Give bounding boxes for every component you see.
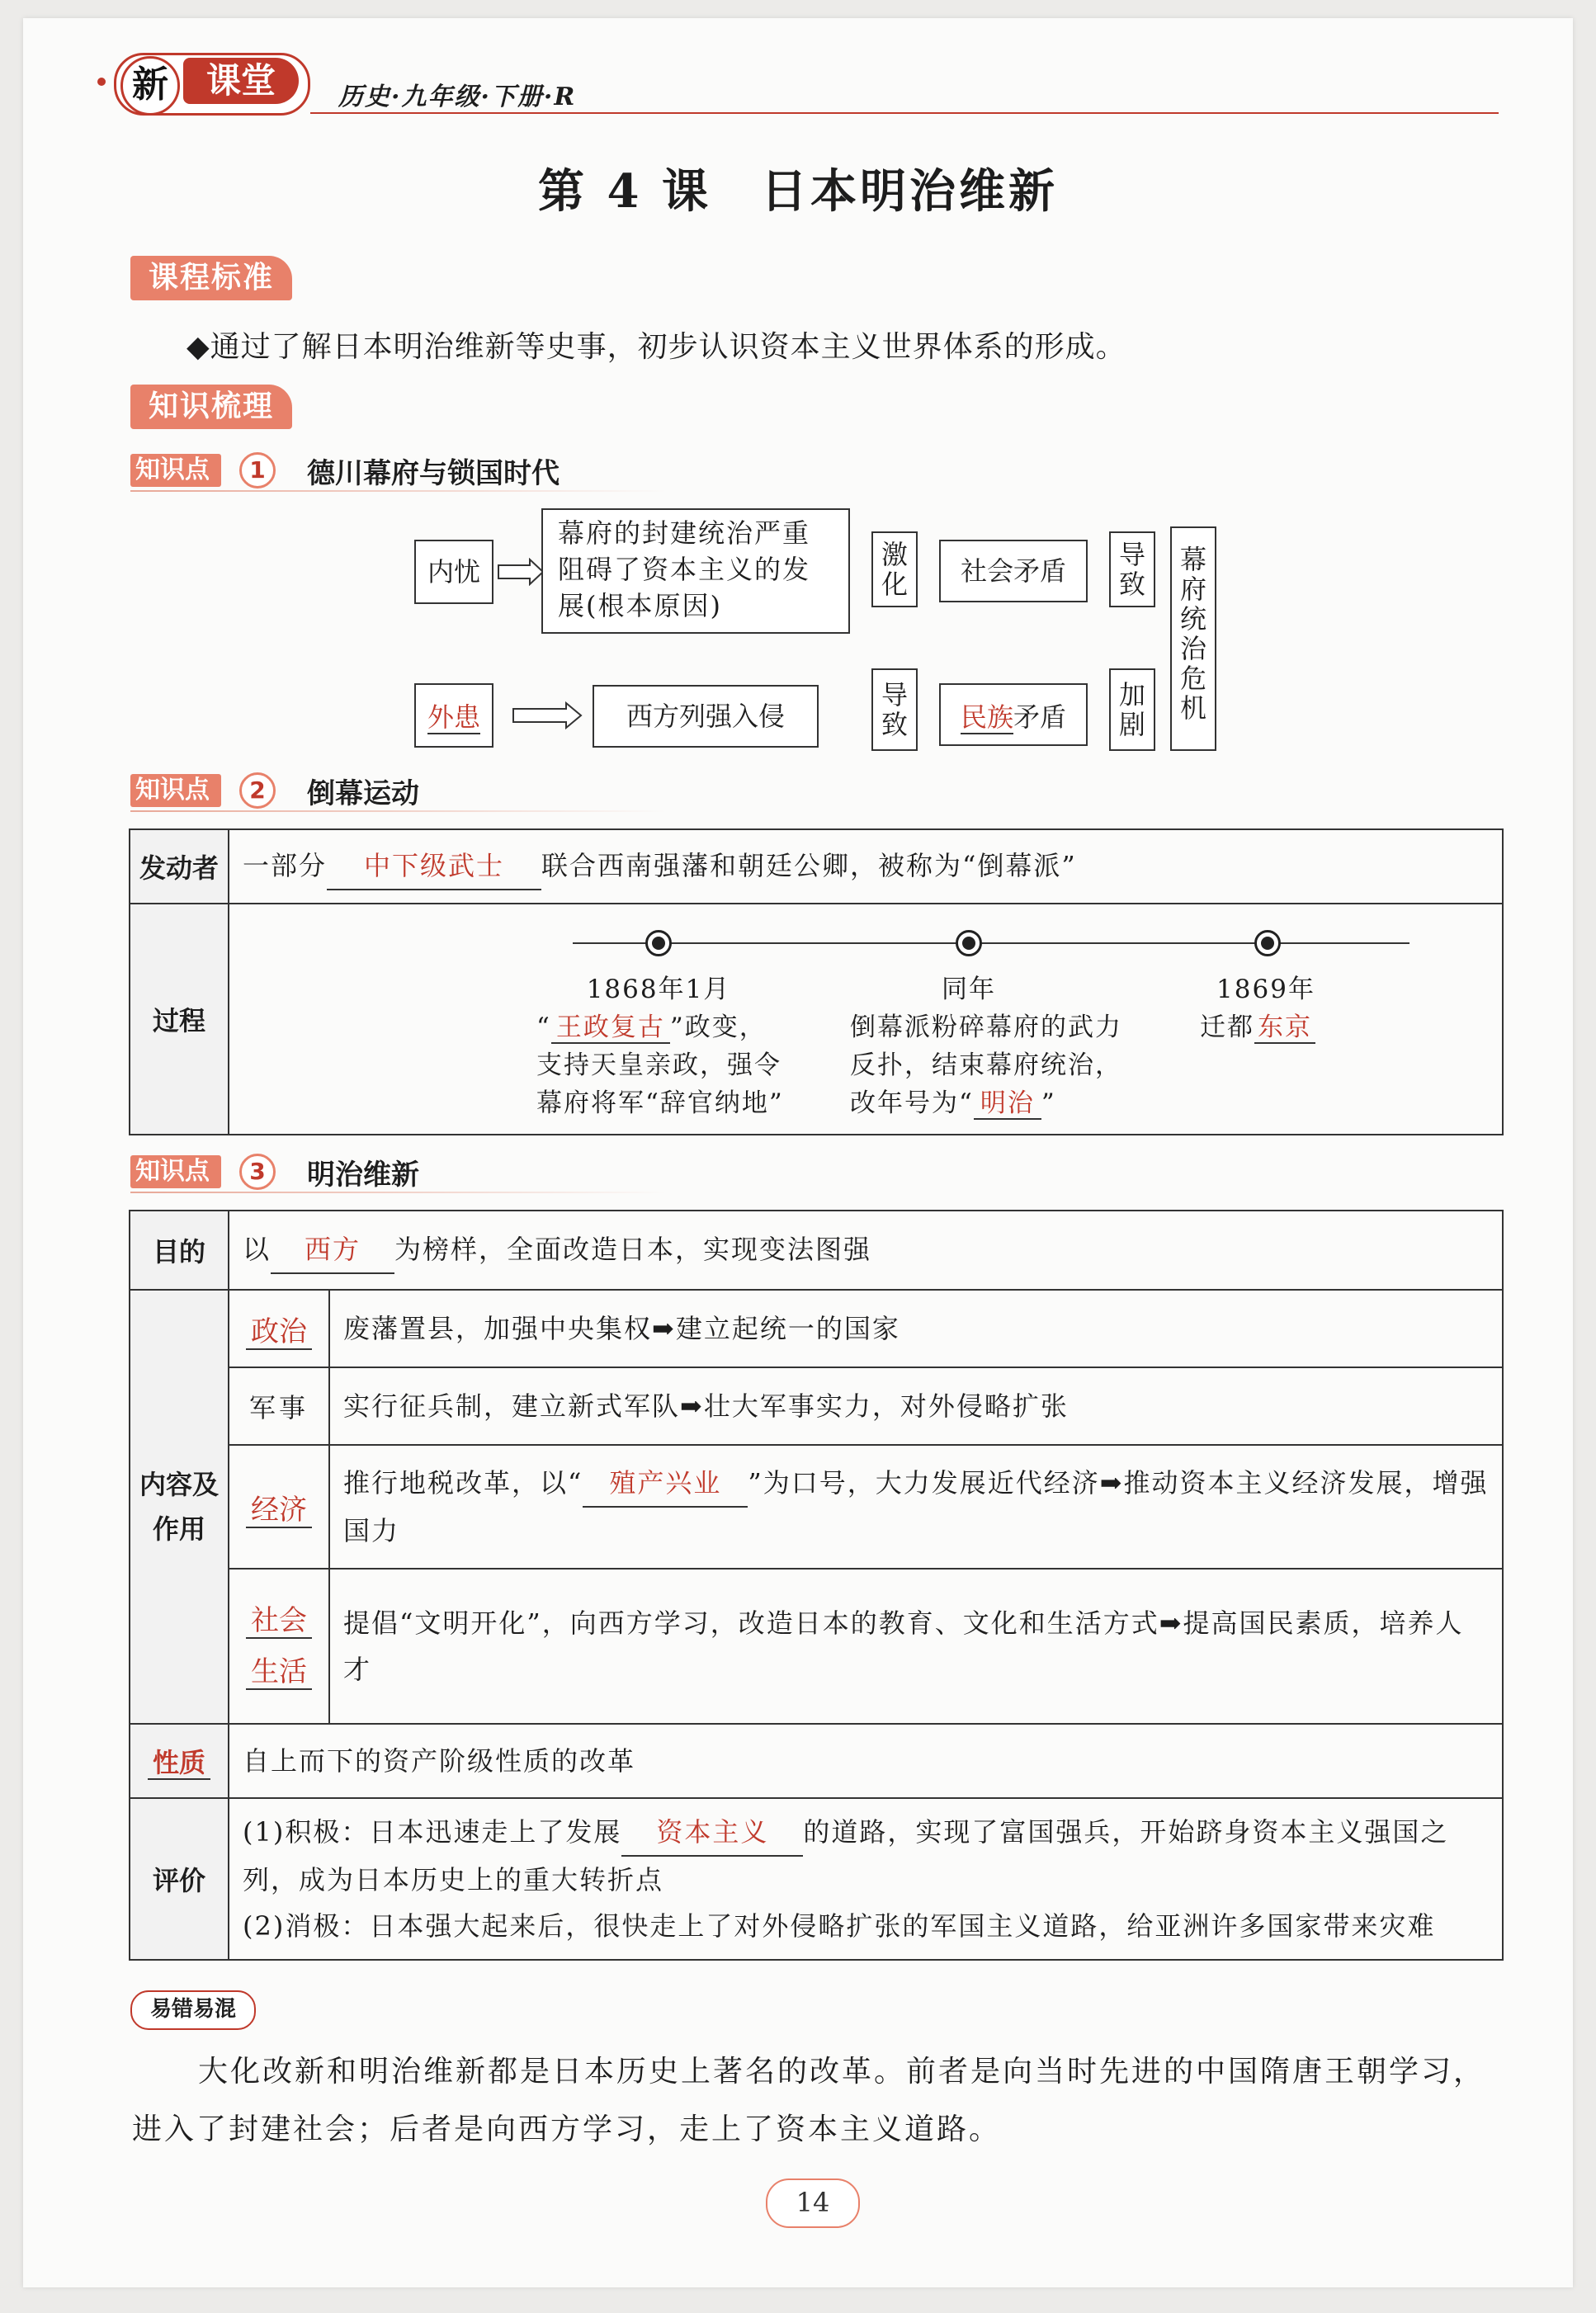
- politics-label: 政治: [246, 1315, 312, 1350]
- eval-negative: (2)消极：日本强大起来后，很快走上了对外侵略扩张的军国主义道路，给亚洲许多国家带来灾难: [243, 1910, 1436, 1942]
- event-1-line-2: 支持天皇亲政，强令: [536, 1050, 781, 1080]
- timeline-dot-2: [956, 930, 982, 956]
- minzu-rest: 矛盾: [1013, 701, 1067, 733]
- logo-xin: 新: [120, 56, 180, 116]
- book-title: 历史·九年级·下册·R: [338, 83, 577, 111]
- kp3-badge: 知识点: [130, 1155, 221, 1188]
- shehui-box: 社会矛盾: [939, 540, 1088, 602]
- timeline-dot-1: [645, 930, 672, 956]
- economy-label-cell: [229, 1445, 329, 1569]
- event-2-post: ”: [1041, 1088, 1056, 1118]
- content-label: [130, 1290, 229, 1724]
- society-label-2: 生活: [246, 1655, 312, 1690]
- eval-positive-post: 的道路，实现了富国强兵，开始跻身资本主义强国之列，成为日本历史上的重大转折点: [243, 1816, 1449, 1895]
- event-3-fill: 东京: [1254, 1013, 1315, 1044]
- military-text: 实行征兵制，建立新式军队➡壮大军事实力，对外侵略扩张: [329, 1367, 1503, 1445]
- kp3-title: 明治维新: [307, 1159, 419, 1192]
- event-1-line-3: 幕府将军“辞官纳地”: [536, 1088, 784, 1118]
- military-label: 军事: [229, 1367, 329, 1445]
- content-label-2: 作用: [152, 1513, 205, 1545]
- timeline-dot-3: [1254, 930, 1281, 956]
- society-label-cell: [229, 1569, 329, 1724]
- kp2-number: 2: [239, 772, 276, 809]
- initiator-post: 联合西南强藩和朝廷公卿，被称为“倒幕派”: [541, 850, 1077, 881]
- initiator-pre: 一部分: [243, 850, 328, 881]
- purpose-post: 为榜样，全面改造日本，实现变法图强: [394, 1234, 872, 1265]
- event-1-quote-open: “: [536, 1013, 551, 1042]
- purpose-fill: 西方: [271, 1226, 394, 1274]
- event-3-pre: 迁都: [1200, 1013, 1254, 1042]
- event-1-date: 1868年1月: [586, 975, 731, 1004]
- nature-label: 性质: [148, 1747, 210, 1780]
- daomu-table: [129, 828, 1504, 1135]
- arrow-right-icon: [497, 558, 545, 586]
- politics-text: 废藩置县，加强中央集权➡建立起统一的国家: [329, 1290, 1503, 1367]
- kp2-title: 倒幕运动: [307, 777, 419, 810]
- kp3-number: 3: [239, 1154, 276, 1190]
- nature-label-cell: [130, 1724, 229, 1798]
- logo-dot: [97, 78, 106, 86]
- event-2-line-3: [850, 1084, 1164, 1122]
- kp1-badge: 知识点: [130, 454, 221, 487]
- eval-cell: [229, 1798, 1503, 1960]
- eval-label: 评价: [130, 1798, 229, 1960]
- economy-label: 经济: [246, 1494, 312, 1528]
- kp2-underline: [130, 810, 667, 812]
- timeline: [229, 904, 1500, 1134]
- cause-box: 幕府的封建统治严重阻碍了资本主义的发展(根本原因): [541, 508, 850, 634]
- waihuan-box: [414, 683, 493, 748]
- west-box: 西方列强入侵: [593, 685, 819, 748]
- event-2-line-1: 倒幕派粉碎幕府的武力: [850, 1013, 1122, 1042]
- event-2-fill: 明治: [974, 1088, 1041, 1120]
- initiator-fill: 中下级武士: [327, 843, 541, 890]
- tip-badge: 易错易混: [130, 1990, 256, 2030]
- kp1-title: 德川幕府与锁国时代: [307, 457, 560, 490]
- crisis-box: 幕府统治危机: [1170, 526, 1216, 751]
- tip-text-2: 进入了封建社会；后者是向西方学习，走上了资本主义道路。: [132, 2112, 1002, 2146]
- process-cell: [229, 904, 1503, 1135]
- eval-positive: [243, 1809, 1489, 1903]
- economy-pre: 推行地税改革，以“: [343, 1467, 583, 1499]
- neiyou-box: 内忧: [414, 540, 493, 604]
- economy-text: [329, 1445, 1503, 1569]
- kp3-underline: [130, 1192, 667, 1193]
- tip-text-1: 大化改新和明治维新都是日本历史上著名的改革。前者是向当时先进的中国隋唐王朝学习，: [198, 2055, 1486, 2089]
- initiator-label: 发动者: [130, 829, 229, 904]
- event-3-text: [1200, 1008, 1398, 1046]
- eval-positive-fill: 资本主义: [621, 1809, 803, 1857]
- initiator-cell: [229, 829, 1503, 904]
- purpose-pre: 以: [243, 1234, 272, 1265]
- event-2-pre: 改年号为“: [850, 1088, 974, 1118]
- standard-text: ◆通过了解日本明治维新等史事，初步认识资本主义世界体系的形成。: [187, 330, 1126, 364]
- eval-positive-pre: (1)积极：日本迅速走上了发展: [243, 1816, 622, 1848]
- jihua-box: 激化: [871, 531, 918, 607]
- economy-fill: 殖产兴业: [583, 1460, 748, 1508]
- minzu-fill: 民族: [960, 701, 1013, 733]
- process-label: 过程: [130, 904, 229, 1135]
- event-2-line-2: 反扑，结束幕府统治，: [850, 1050, 1122, 1080]
- section-badge-knowledge: 知识梳理: [130, 385, 292, 429]
- arrow-right-icon: [512, 701, 583, 729]
- kp1-underline: [130, 490, 667, 492]
- lesson-title: 第 4 课 日本明治维新: [538, 164, 1058, 219]
- society-label-2-wrap: [229, 1646, 328, 1697]
- kp2-badge: 知识点: [130, 774, 221, 807]
- content-label-1: 内容及: [139, 1469, 219, 1500]
- meiji-table: [129, 1210, 1504, 1961]
- waihuan-fill: 外患: [427, 701, 480, 733]
- kp1-number: 1: [239, 452, 276, 489]
- society-label-1-wrap: [229, 1595, 328, 1646]
- event-3-date: 1869年: [1216, 975, 1315, 1004]
- economy-post: ”为口号，大力发展近代经济➡推动资本主义经济发展，增强国力: [343, 1467, 1489, 1546]
- purpose-cell: [229, 1211, 1503, 1290]
- logo-ketang: 课堂: [183, 58, 299, 104]
- header-divider: [310, 112, 1499, 114]
- event-1-quote-close: ”政变，: [669, 1013, 767, 1042]
- event-1-text: [536, 1008, 833, 1122]
- daozhi-box-1: 导致: [1109, 531, 1155, 607]
- society-label-1: 社会: [246, 1604, 312, 1639]
- event-2-date: 同年: [942, 975, 996, 1004]
- purpose-label: 目的: [130, 1211, 229, 1290]
- event-1-line-1: [536, 1008, 833, 1046]
- event-1-fill: 王政复古: [551, 1013, 670, 1044]
- society-text: 提倡“文明开化”，向西方学习，改造日本的教育、文化和生活方式➡提高国民素质，培养人才: [329, 1569, 1503, 1724]
- timeline-axis: [573, 942, 1409, 944]
- page-number: 14: [766, 2178, 860, 2228]
- jiaju-box: 加剧: [1109, 668, 1155, 751]
- minzu-box: [939, 683, 1088, 746]
- daozhi-box-2: 导致: [871, 668, 918, 751]
- politics-label-cell: [229, 1290, 329, 1367]
- event-2-text: [850, 1008, 1164, 1122]
- nature-text: 自上而下的资产阶级性质的改革: [229, 1724, 1503, 1798]
- section-badge-standard: 课程标准: [130, 256, 292, 300]
